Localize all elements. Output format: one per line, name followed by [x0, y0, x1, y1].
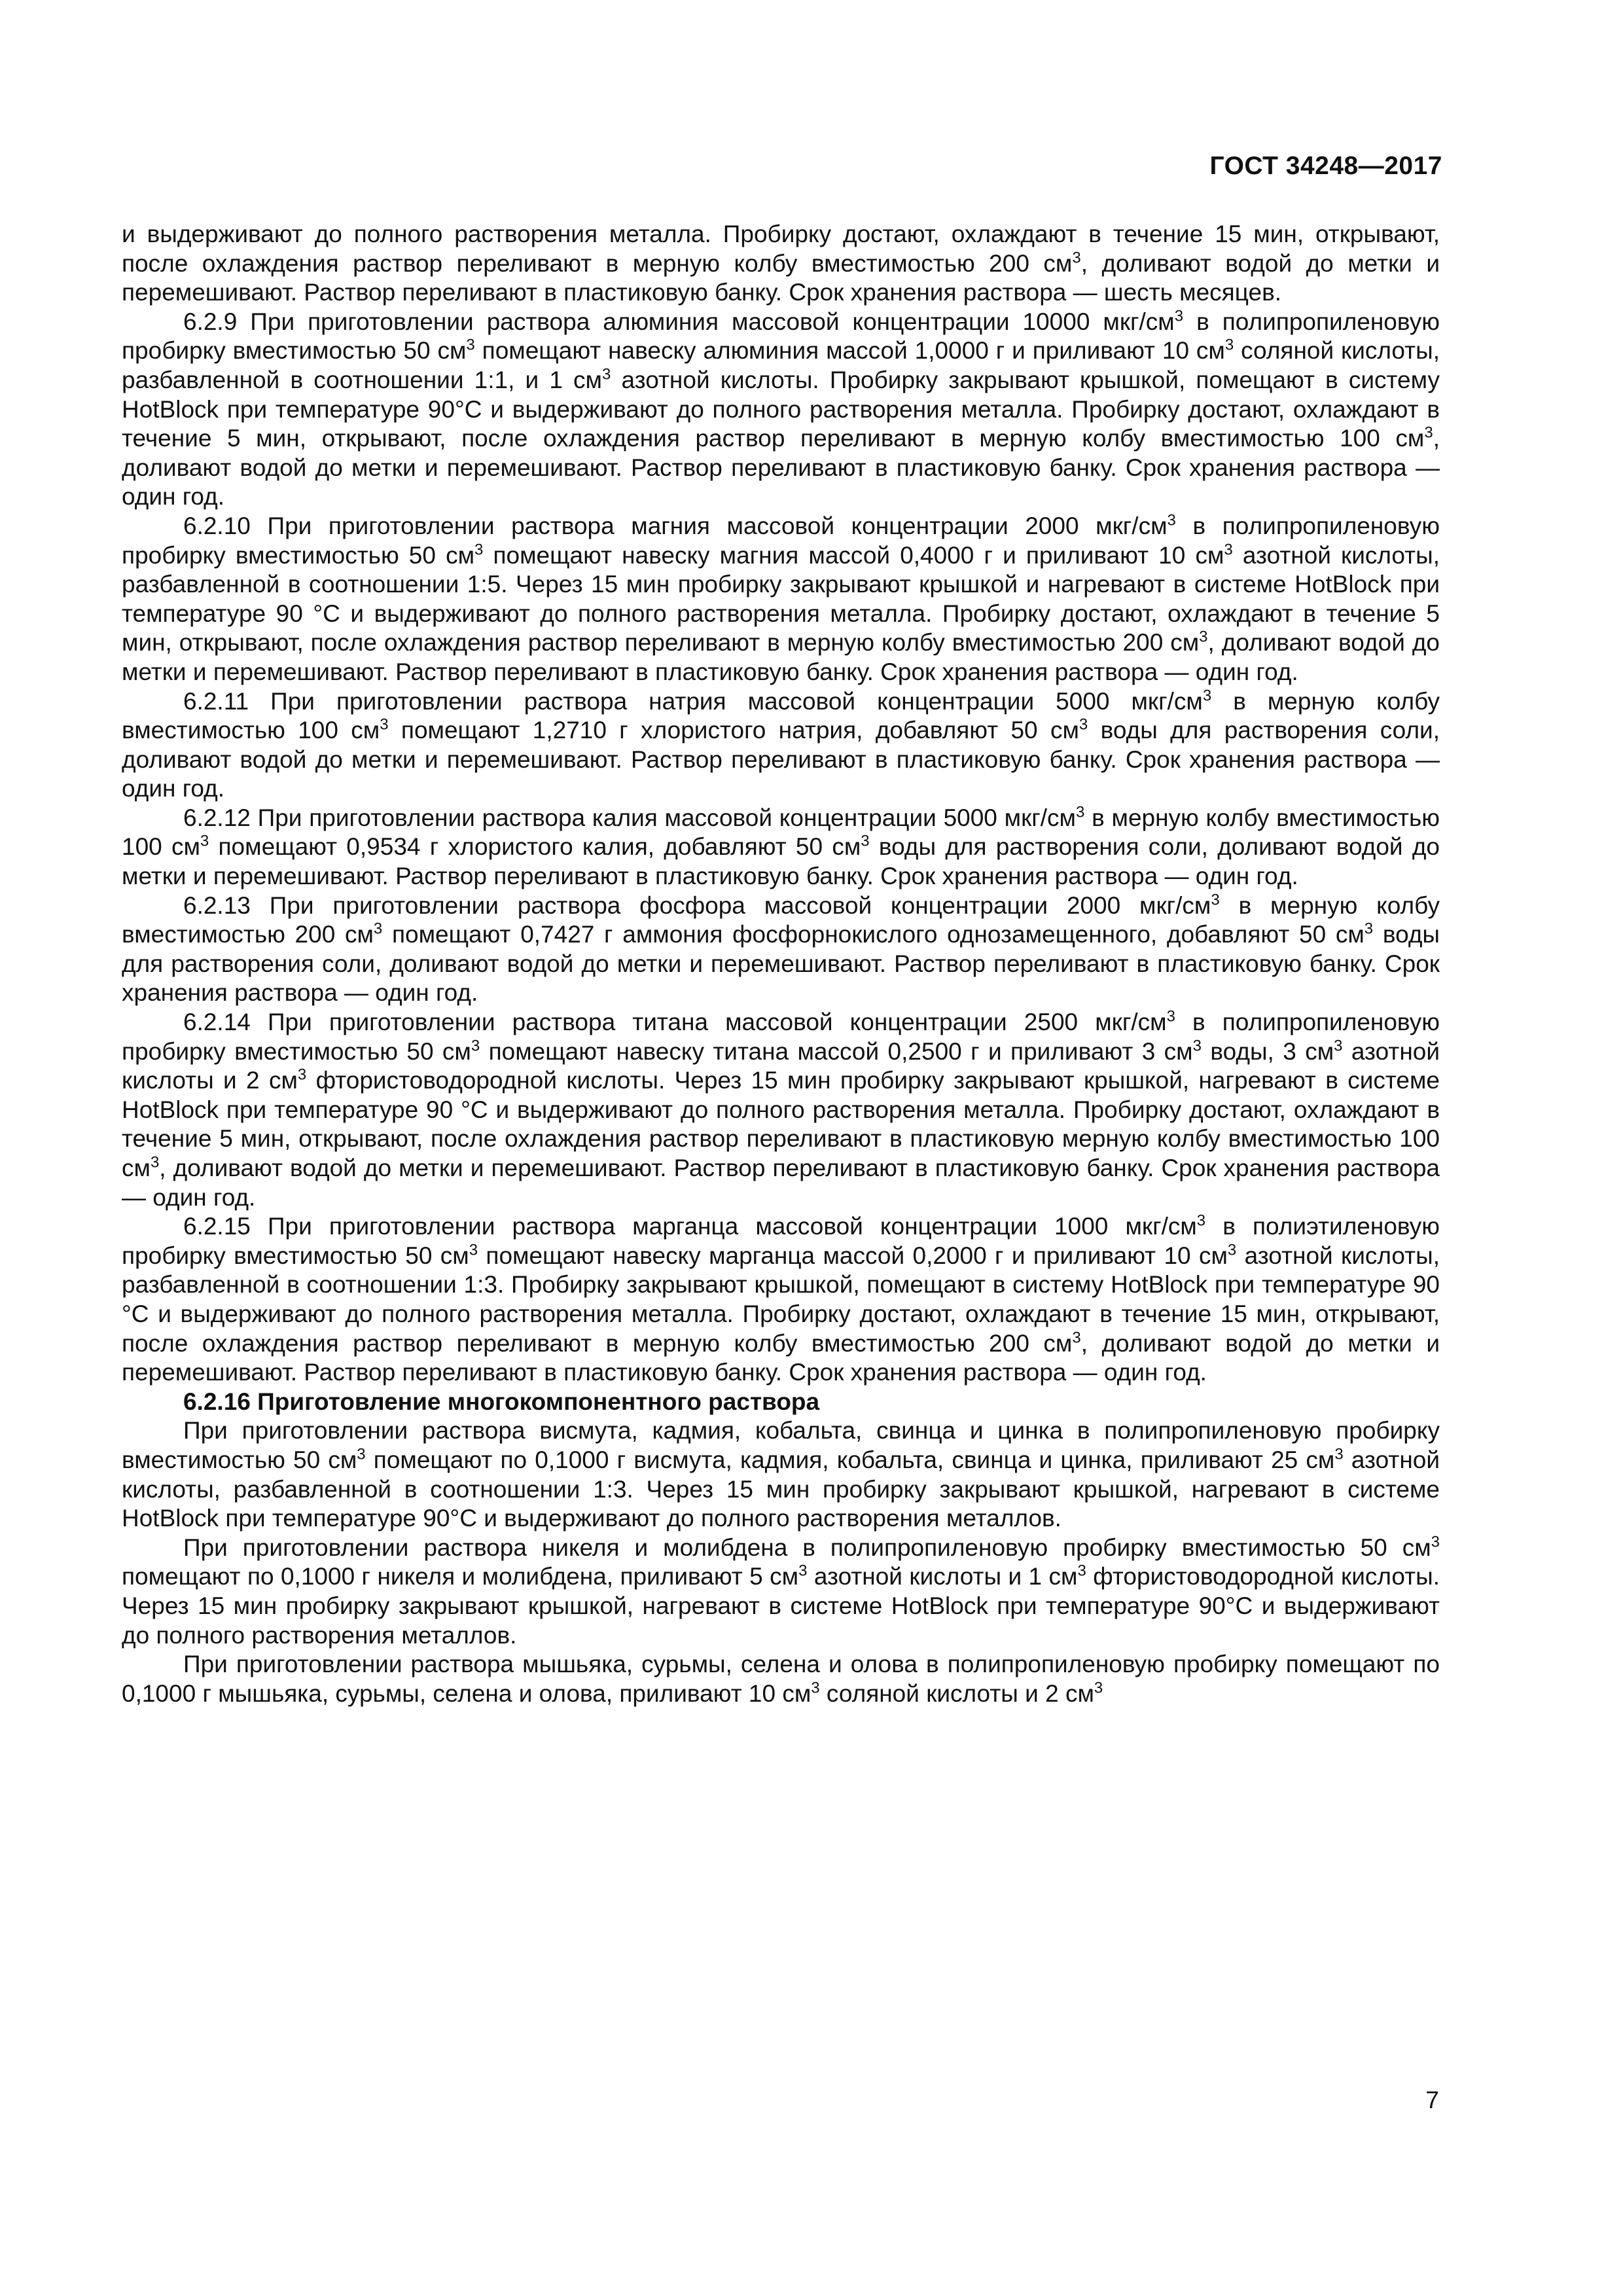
document-body — [122, 220, 1440, 1708]
paragraph-6-2-13: 6.2.13 При приготовлении раствора фосфора массовой концентрации 2000 мкг/$см^3$ в мерную колбу вместимостью 200 $см^3$ помещают 0,7427 г аммония фосфорнокислого однозамещенного, добавляют 50 $см^3$ воды для растворения соли, доливают водой до метки и перемешивают. Раствор переливают в пластиковую банку. Срок хранения раствора — один год. — [122, 891, 1440, 1007]
paragraph-6-2-16-nickel: При приготовлении раствора никеля и молибдена в полипропиленовую пробирку вместимостью 50 $см^3$ помещают по 0,1000 г никеля и молибдена, приливают 5 $см^3$ азотной кислоты и 1 $см^3$ фтористоводородной кислоты. Через 15 мин пробирку закрывают крышкой, нагревают в системе HotBlock при температуре 90°С и выдерживают до полного растворения металлов. — [122, 1533, 1440, 1649]
paragraph-6-2-16-arsenic: При приготовлении раствора мышьяка, сурьмы, селена и олова в полипропиленовую пробирку помещают по 0,1000 г мышьяка, сурьмы, селена и олова, приливают 10 $см^3$ соляной кислоты и 2 $см^3$ — [122, 1651, 1440, 1707]
section-heading-6-2-16: 6.2.16 Приготовление многокомпонентного раствора — [183, 1388, 820, 1415]
paragraph-6-2-11: 6.2.11 При приготовлении раствора натрия массовой концентрации 5000 мкг/$см^3$ в мерную колбу вместимостью 100 $см^3$ помещают 1,2710 г хлористого натрия, добавляют 50 $см^3$ воды для растворения соли, доливают водой до метки и перемешивают. Раствор переливают в пластиковую банку. Срок хранения раствора — один год. — [122, 687, 1440, 802]
paragraph-6-2-14: 6.2.14 При приготовлении раствора титана массовой концентрации 2500 мкг/$см^3$ в полипропиленовую пробирку вместимостью 50 $см^3$ помещают навеску титана массой 0,2500 г и приливают 3 $см^3$ воды, 3 $см^3$ азотной кислоты и 2 $см^3$ фтористоводородной кислоты. Через 15 мин пробирку закрывают крышкой, нагревают в системе HotBlock при температуре 90 °С и выдерживают до полного растворения металла. Пробирку достают, охлаждают в течение 5 мин, открывают, после охлаждения раствор переливают в пластиковую мерную колбу вместимостью 100 $см^3$, доливают водой до метки и перемешивают. Раствор переливают в пластиковую банку. Срок хранения раствора — один год. — [122, 1007, 1440, 1211]
page-number: 7 — [1425, 2087, 1439, 2113]
paragraph-6-2-9: 6.2.9 При приготовлении раствора алюминия массовой концентрации 10000 мкг/$см^3$ в полипропиленовую пробирку вместимостью 50 $см^3$ помещают навеску алюминия массой 1,0000 г и приливают 10 $см^3$ соляной кислоты, разбавленной в соотношении 1:1, и 1 $см^3$ азотной кислоты. Пробирку закрывают крышкой, помещают в систему HotBlock при температуре 90°С и выдерживают до полного растворения металла. Пробирку достают, охлаждают в течение 5 мин, открывают, после охлаждения раствор переливают в мерную колбу вместимостью 100 $см^3$, доливают водой до метки и перемешивают. Раствор переливают в пластиковую банку. Срок хранения раствора — один год. — [122, 307, 1440, 511]
paragraph-6-2-10: 6.2.10 При приготовлении раствора магния массовой концентрации 2000 мкг/$см^3$ в полипропиленовую пробирку вместимостью 50 $см^3$ помещают навеску магния массой 0,4000 г и приливают 10 $см^3$ азотной кислоты, разбавленной в соотношении 1:5. Через 15 мин пробирку закрывают крышкой и нагревают в системе HotBlock при температуре 90 °С и выдерживают до полного растворения металла. Пробирку достают, охлаждают в течение 5 мин, открывают, после охлаждения раствор переливают в мерную колбу вместимостью 200 $см^3$, доливают водой до метки и перемешивают. Раствор переливают в пластиковую банку. Срок хранения раствора — один год. — [122, 511, 1440, 685]
paragraph-continuation: и выдерживают до полного растворения металла. Пробирку достают, охлаждают в течение 15 мин, открывают, после охлаждения раствор переливают в мерную колбу вместимостью 200 $см^3$, доливают водой до метки и перемешивают. Раствор переливают в пластиковую банку. Срок хранения раствора — шесть месяцев. — [122, 221, 1440, 306]
standard-code: ГОСТ 34248—2017 — [1209, 152, 1442, 180]
document-header — [1210, 152, 1443, 181]
paragraph-6-2-15: 6.2.15 При приготовлении раствора марганца массовой концентрации 1000 мкг/$см^3$ в полиэтиленовую пробирку вместимостью 50 $см^3$ помещают навеску марганца массой 0,2000 г и приливают 10 $см^3$ азотной кислоты, разбавленной в соотношении 1:3. Пробирку закрывают крышкой, помещают в систему HotBlock при температуре 90 °С и выдерживают до полного растворения металла. Пробирку достают, охлаждают в течение 15 мин, открывают, после охлаждения раствор переливают в мерную колбу вместимостью 200 $см^3$, доливают водой до метки и перемешивают. Раствор переливают в пластиковую банку. Срок хранения раствора — один год. — [122, 1211, 1440, 1386]
paragraph-6-2-12: 6.2.12 При приготовлении раствора калия массовой концентрации 5000 мкг/$см^3$ в мерную колбу вместимостью 100 $см^3$ помещают 0,9534 г хлористого калия, добавляют 50 $см^3$ воды для растворения соли, доливают водой до метки и перемешивают. Раствор переливают в пластиковую банку. Срок хранения раствора — один год. — [122, 803, 1440, 890]
paragraph-6-2-16-bismuth: При приготовлении раствора висмута, кадмия, кобальта, свинца и цинка в полипропиленовую пробирку вместимостью 50 $см^3$ помещают по 0,1000 г висмута, кадмия, кобальта, свинца и цинка, приливают 25 $см^3$ азотной кислоты, разбавленной в соотношении 1:3. Через 15 мин пробирку закрывают крышкой, нагревают в системе HotBlock при температуре 90°С и выдерживают до полного растворения металлов. — [122, 1417, 1440, 1532]
